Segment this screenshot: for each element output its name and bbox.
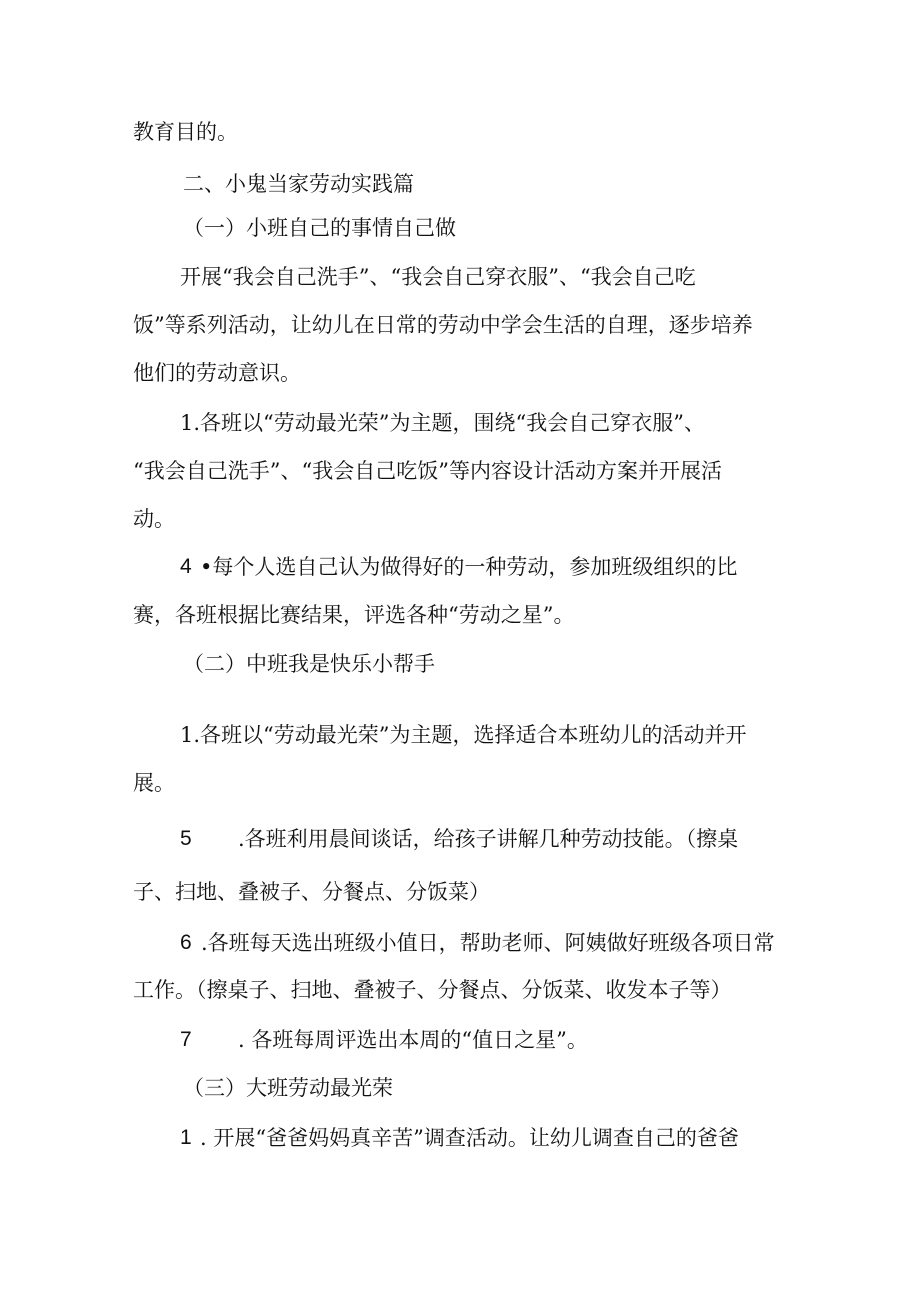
list-item-number: 1: [180, 1126, 192, 1149]
list-item-text: .各班每天选出班级小值日，帮助老师、阿姨做好班级各项日常: [201, 931, 775, 955]
paragraph-text: 饭”等系列活动，让幼儿在日常的劳动中学会生活的自理，逐步培养: [133, 313, 753, 337]
subsection-heading: （二）中班我是快乐小帮手: [183, 652, 435, 676]
subsection-heading: （三）大班劳动最光荣: [183, 1076, 393, 1100]
list-item-text: 子、扫地、叠被子、分餐点、分饭菜）: [133, 880, 490, 904]
paragraph-text: 教育目的。: [133, 120, 238, 144]
list-item-text: 赛，各班根据比赛结果，评选各种“劳动之星”。: [133, 603, 575, 627]
list-item-text: 动。: [133, 507, 175, 531]
list-item-number: 6: [180, 931, 192, 954]
section-heading: 二、小鬼当家劳动实践篇: [183, 172, 414, 196]
paragraph-text: 开展“我会自己洗手”、“我会自己穿衣服”、“我会自己吃: [180, 265, 696, 289]
list-item-text: 1.各班以“劳动最光荣”为主题，围绕“我会自己穿衣服”、: [180, 411, 705, 435]
list-item-number: 4: [180, 555, 192, 578]
list-item-number: 7: [180, 1028, 192, 1051]
subsection-heading: （一）小班自己的事情自己做: [183, 216, 456, 240]
list-item-text: 工作。（擦桌子、扫地、叠被子、分餐点、分饭菜、收发本子等）: [133, 978, 732, 1002]
list-item-text: . 开展“爸爸妈妈真辛苦”调查活动。让幼儿调查自己的爸爸: [200, 1126, 739, 1150]
paragraph-text: 他们的劳动意识。: [133, 361, 301, 385]
list-item-text: “我会自己洗手”、“我会自己吃饭”等内容设计活动方案并开展活: [133, 459, 722, 483]
list-item-text: .各班利用晨间谈话，给孩子讲解几种劳动技能。（擦桌: [238, 827, 739, 851]
list-item-text: . 各班每周评选出本周的“值日之星”。: [238, 1028, 588, 1052]
list-item-number: 5: [180, 827, 192, 850]
list-item-text: 展。: [133, 771, 175, 795]
list-item-text: 1.各班以“劳动最光荣”为主题，选择适合本班幼儿的活动并开: [180, 723, 747, 747]
list-item-text: •每个人选自己认为做得好的一种劳动，参加班级组织的比: [200, 555, 738, 579]
